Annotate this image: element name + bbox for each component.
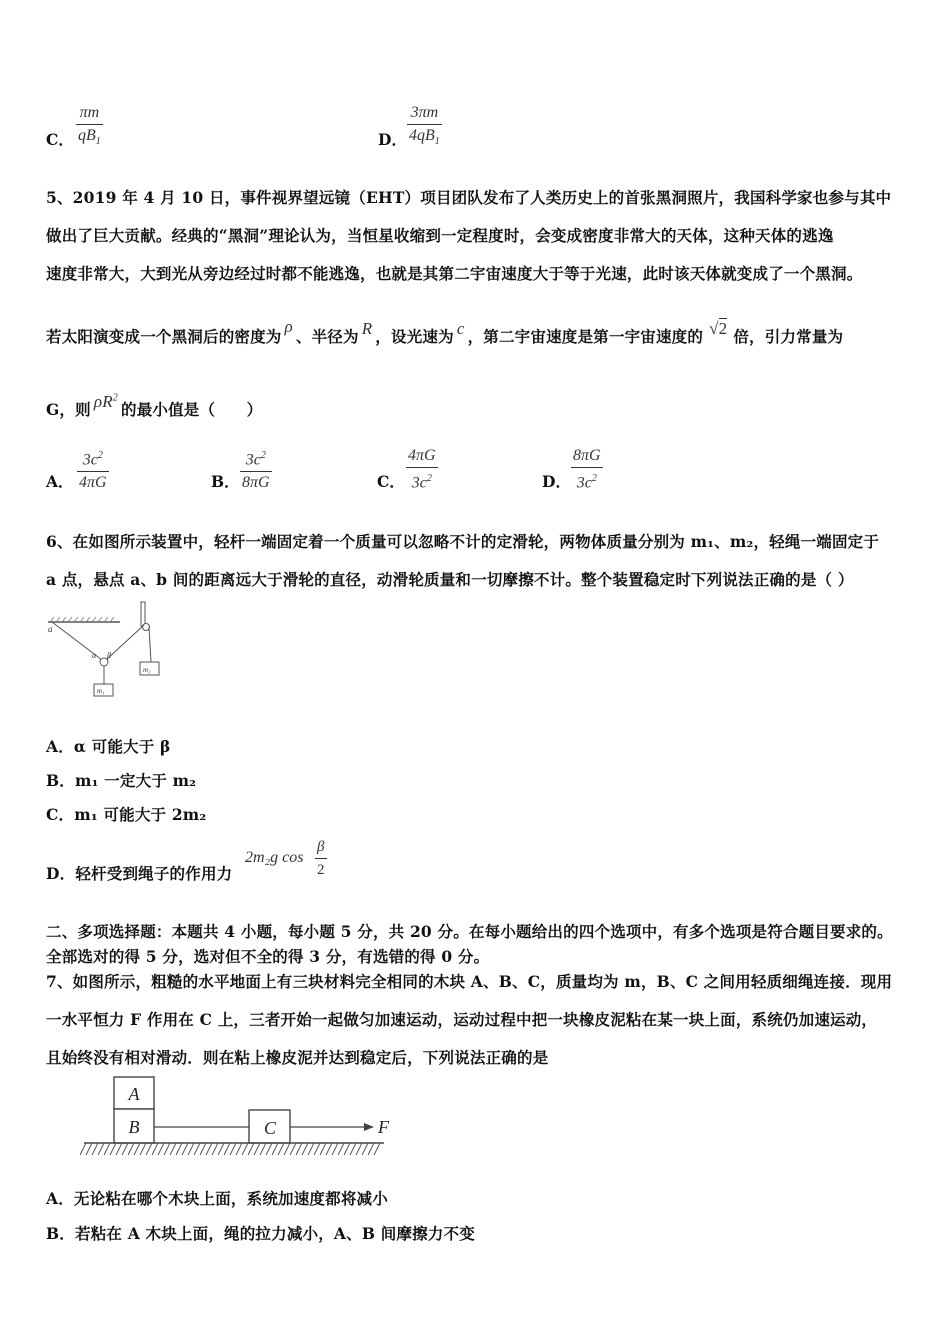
q6-line-1: 6、在如图所示装置中，轻杆一端固定着一个质量可以忽略不计的定滑轮，两物体质量分别为 m₁、m₂，轻绳一端固定于 [46, 532, 880, 551]
q6-pulley-diagram [44, 598, 174, 702]
q7-fig-label-a: A [128, 1084, 140, 1104]
ground-hatch-line [356, 1143, 362, 1155]
ground-hatch-line [206, 1143, 212, 1155]
ground-hatch-line [332, 1143, 338, 1155]
q4-option-d-label: D． [378, 130, 407, 149]
q5-line-4a: 若太阳演变成一个黑洞后的密度为 [46, 327, 282, 346]
ground-hatch-line [158, 1143, 164, 1155]
q5-option-b-label: B． [211, 472, 240, 491]
ground-hatch-line [98, 1143, 104, 1155]
q4-option-c-den-sub: 1 [95, 136, 101, 148]
q4-option-c-denominator: qB [78, 127, 96, 144]
q5-option-a-num: 3c [82, 451, 98, 469]
q4-option-c-label: C． [46, 130, 74, 149]
q5-option-c-num: 4πG [406, 445, 438, 468]
ground-hatch-line [248, 1143, 254, 1155]
q5-option-c-fraction [406, 445, 438, 494]
ground-hatch-line [212, 1143, 218, 1155]
q5-option-a-num-sup: 2 [97, 450, 103, 461]
q5-rho-symbol: ρ [284, 317, 293, 336]
ground-hatch-line [104, 1143, 110, 1155]
q7-line-3: 且始终没有相对滑动．则在粘上橡皮泥并达到稳定后，下列说法正确的是 [46, 1048, 549, 1067]
q7-fig-label-f: F [378, 1117, 389, 1137]
q5-radius-symbol: R [361, 319, 373, 338]
ground-hatch-line [134, 1143, 140, 1155]
q5-option-d-label: D． [542, 472, 571, 491]
q6-fig-label-beta: β [107, 651, 111, 660]
ground-hatch-line [224, 1143, 230, 1155]
ground-hatch-line [374, 1143, 380, 1155]
q6-option-b: B．m₁ 一定大于 m₂ [46, 771, 197, 790]
q6-option-d-fraction [315, 836, 327, 881]
ground-hatch-line [302, 1143, 308, 1155]
ground-hatch-line [368, 1143, 374, 1155]
q5-line-4 [46, 317, 844, 347]
ground-hatch-line [242, 1143, 248, 1155]
ground-hatch-line [110, 1143, 116, 1155]
ground-hatch-line [320, 1143, 326, 1155]
q5-option-b-num: 3c [245, 451, 261, 469]
ground-hatch-line [236, 1143, 242, 1155]
ground-hatch-line [326, 1143, 332, 1155]
q4-option-d-fraction [407, 102, 442, 153]
q7-fig-label-b: B [128, 1117, 140, 1137]
ground-hatch-line [176, 1143, 182, 1155]
q6-line-2: a 点，悬点 a、b 间的距离远大于滑轮的直径，动滑轮质量和一切摩擦不计。整个装置稳定时下列说法正确的是（ ） [46, 570, 854, 589]
ground-hatch-line [152, 1143, 158, 1155]
q7-line-2: 一水平恒力 F 作用在 C 上，三者开始一起做匀加速运动，运动过程中把一块橡皮泥粘在某一块上面，系统仍加速运动， [46, 1010, 878, 1029]
q5-line-2: 做出了巨大贡献。经典的“黑洞”理论认为，当恒星收缩到一定程度时，会变成密度非常大的天体，这种天体的逃逸 [46, 226, 834, 245]
q4-option-d-den-sub: 1 [434, 136, 440, 148]
ground-hatch-line [182, 1143, 188, 1155]
q6-option-c: C．m₁ 可能大于 2m₂ [46, 805, 207, 824]
q5-line-4b: 、半径为 [295, 327, 359, 346]
q4-option-c-fraction [76, 102, 103, 153]
ground-hatch-line [338, 1143, 344, 1155]
q5-option-c-label: C． [377, 472, 405, 491]
ground-hatch-line [122, 1143, 128, 1155]
q5-rho-r2-expr [94, 392, 118, 411]
ground-hatch-line [266, 1143, 272, 1155]
ground-hatch-line [92, 1143, 98, 1155]
ground-hatch-line [260, 1143, 266, 1155]
q6-option-d-expression: 2m₂g cos [245, 849, 304, 866]
q5-option-d-fraction [571, 445, 603, 494]
q4-option-c-numerator: πm [76, 102, 103, 125]
q7-line-1: 7、如图所示，粗糙的水平地面上有三块材料完全相同的木块 A、B、C，质量均为 m，B、C 之间用轻质细绳连接．现用 [46, 972, 893, 991]
ground-hatch-line [230, 1143, 236, 1155]
q4-option-d-numerator: 3πm [407, 102, 442, 125]
ground-hatch-line [80, 1143, 86, 1155]
ground-hatch-line [272, 1143, 278, 1155]
q5-option-b-fraction [240, 445, 272, 494]
q6-option-d-label: D．轻杆受到绳子的作用力 [46, 864, 233, 883]
ground-hatch-line [362, 1143, 368, 1155]
ground-hatch-line [350, 1143, 356, 1155]
q6-fig-label-m1: m₁ [97, 687, 105, 695]
ground-hatch-line [128, 1143, 134, 1155]
q6-fig-label-a: a [48, 624, 53, 634]
q5-line-4e: 倍，引力常量为 [733, 327, 844, 346]
q5-line-5a: G，则 [46, 400, 91, 419]
q6-option-d-den: 2 [317, 862, 325, 878]
ground-hatch-line [290, 1143, 296, 1155]
ground-hatch-line [170, 1143, 176, 1155]
ground-hatch-line [344, 1143, 350, 1155]
q5-lightspeed-symbol: c [456, 319, 465, 338]
ground-hatch-line [314, 1143, 320, 1155]
ground-hatch-line [146, 1143, 152, 1155]
q5-line-1: 5、2019 年 4 月 10 日，事件视界望远镜（EHT）项目团队发布了人类历史上的首张黑洞照片，我国科学家也参与其中 [46, 188, 892, 207]
q5-line-4c: ，设光速为 [375, 327, 454, 346]
q5-option-a-den: 4πG [79, 474, 107, 492]
q6-fig-label-alpha: α [92, 651, 97, 660]
q6-fig-label-m2: m₂ [143, 666, 151, 674]
q7-blocks-diagram [80, 1075, 390, 1165]
ground-hatch-line [254, 1143, 260, 1155]
q5-option-b-den: 8πG [242, 474, 270, 492]
q5-rho-r2-sup: 2 [112, 392, 118, 404]
q5-option-b-num-sup: 2 [260, 450, 266, 461]
q5-option-c-den-sup: 2 [426, 473, 432, 484]
ground-hatch-line [284, 1143, 290, 1155]
q5-line-5b: 的最小值是（ ） [121, 400, 263, 419]
q5-sqrt2-value: 2 [718, 319, 728, 338]
q6-option-a: A．α 可能大于 β [46, 737, 171, 756]
ground-hatch-line [164, 1143, 170, 1155]
q5-line-4d: ，第二宇宙速度是第一宇宙速度的 [467, 327, 704, 346]
q5-sqrt2: √2 [709, 319, 728, 338]
ground-hatch-line [296, 1143, 302, 1155]
ground-hatch-line [86, 1143, 92, 1155]
q7-option-b: B．若粘在 A 木块上面，绳的拉力减小，A、B 间摩擦力不变 [46, 1224, 475, 1243]
ground-hatch-line [200, 1143, 206, 1155]
ground-hatch-line [188, 1143, 194, 1155]
q5-option-d-den-sup: 2 [591, 473, 597, 484]
q5-option-d-den: 3c [576, 474, 592, 492]
q5-option-a-fraction [77, 445, 109, 494]
q5-option-c-den: 3c [411, 474, 427, 492]
q5-rho-r: ρR [93, 392, 113, 411]
q5-line-3: 速度非常大，大到光从旁边经过时都不能逃逸，也就是其第二宇宙速度大于等于光速，此时该天体就变成了一个黑洞。 [46, 264, 863, 283]
q7-option-a: A．无论粘在哪个木块上面，系统加速度都将减小 [46, 1189, 388, 1208]
q5-option-d-num: 8πG [571, 445, 603, 468]
ground-hatch-line [308, 1143, 314, 1155]
q5-line-5 [46, 392, 263, 420]
q7-fig-label-c: C [263, 1118, 277, 1138]
ground-hatch-line [278, 1143, 284, 1155]
q4-option-d-denominator: 4qB [409, 127, 435, 144]
section2-line-2: 全部选对的得 5 分，选对但不全的得 3 分，有选错的得 0 分。 [46, 947, 490, 966]
ground-hatch-line [140, 1143, 146, 1155]
ground-hatch-line [194, 1143, 200, 1155]
q5-option-a-label: A． [46, 472, 74, 491]
ground-hatch-line [116, 1143, 122, 1155]
ground-hatch-line [218, 1143, 224, 1155]
section2-line-1: 二、多项选择题：本题共 4 小题，每小题 5 分，共 20 分。在每小题给出的四个选项中，有多个选项是符合题目要求的。 [46, 922, 893, 941]
q6-option-d-num: β [315, 836, 327, 859]
